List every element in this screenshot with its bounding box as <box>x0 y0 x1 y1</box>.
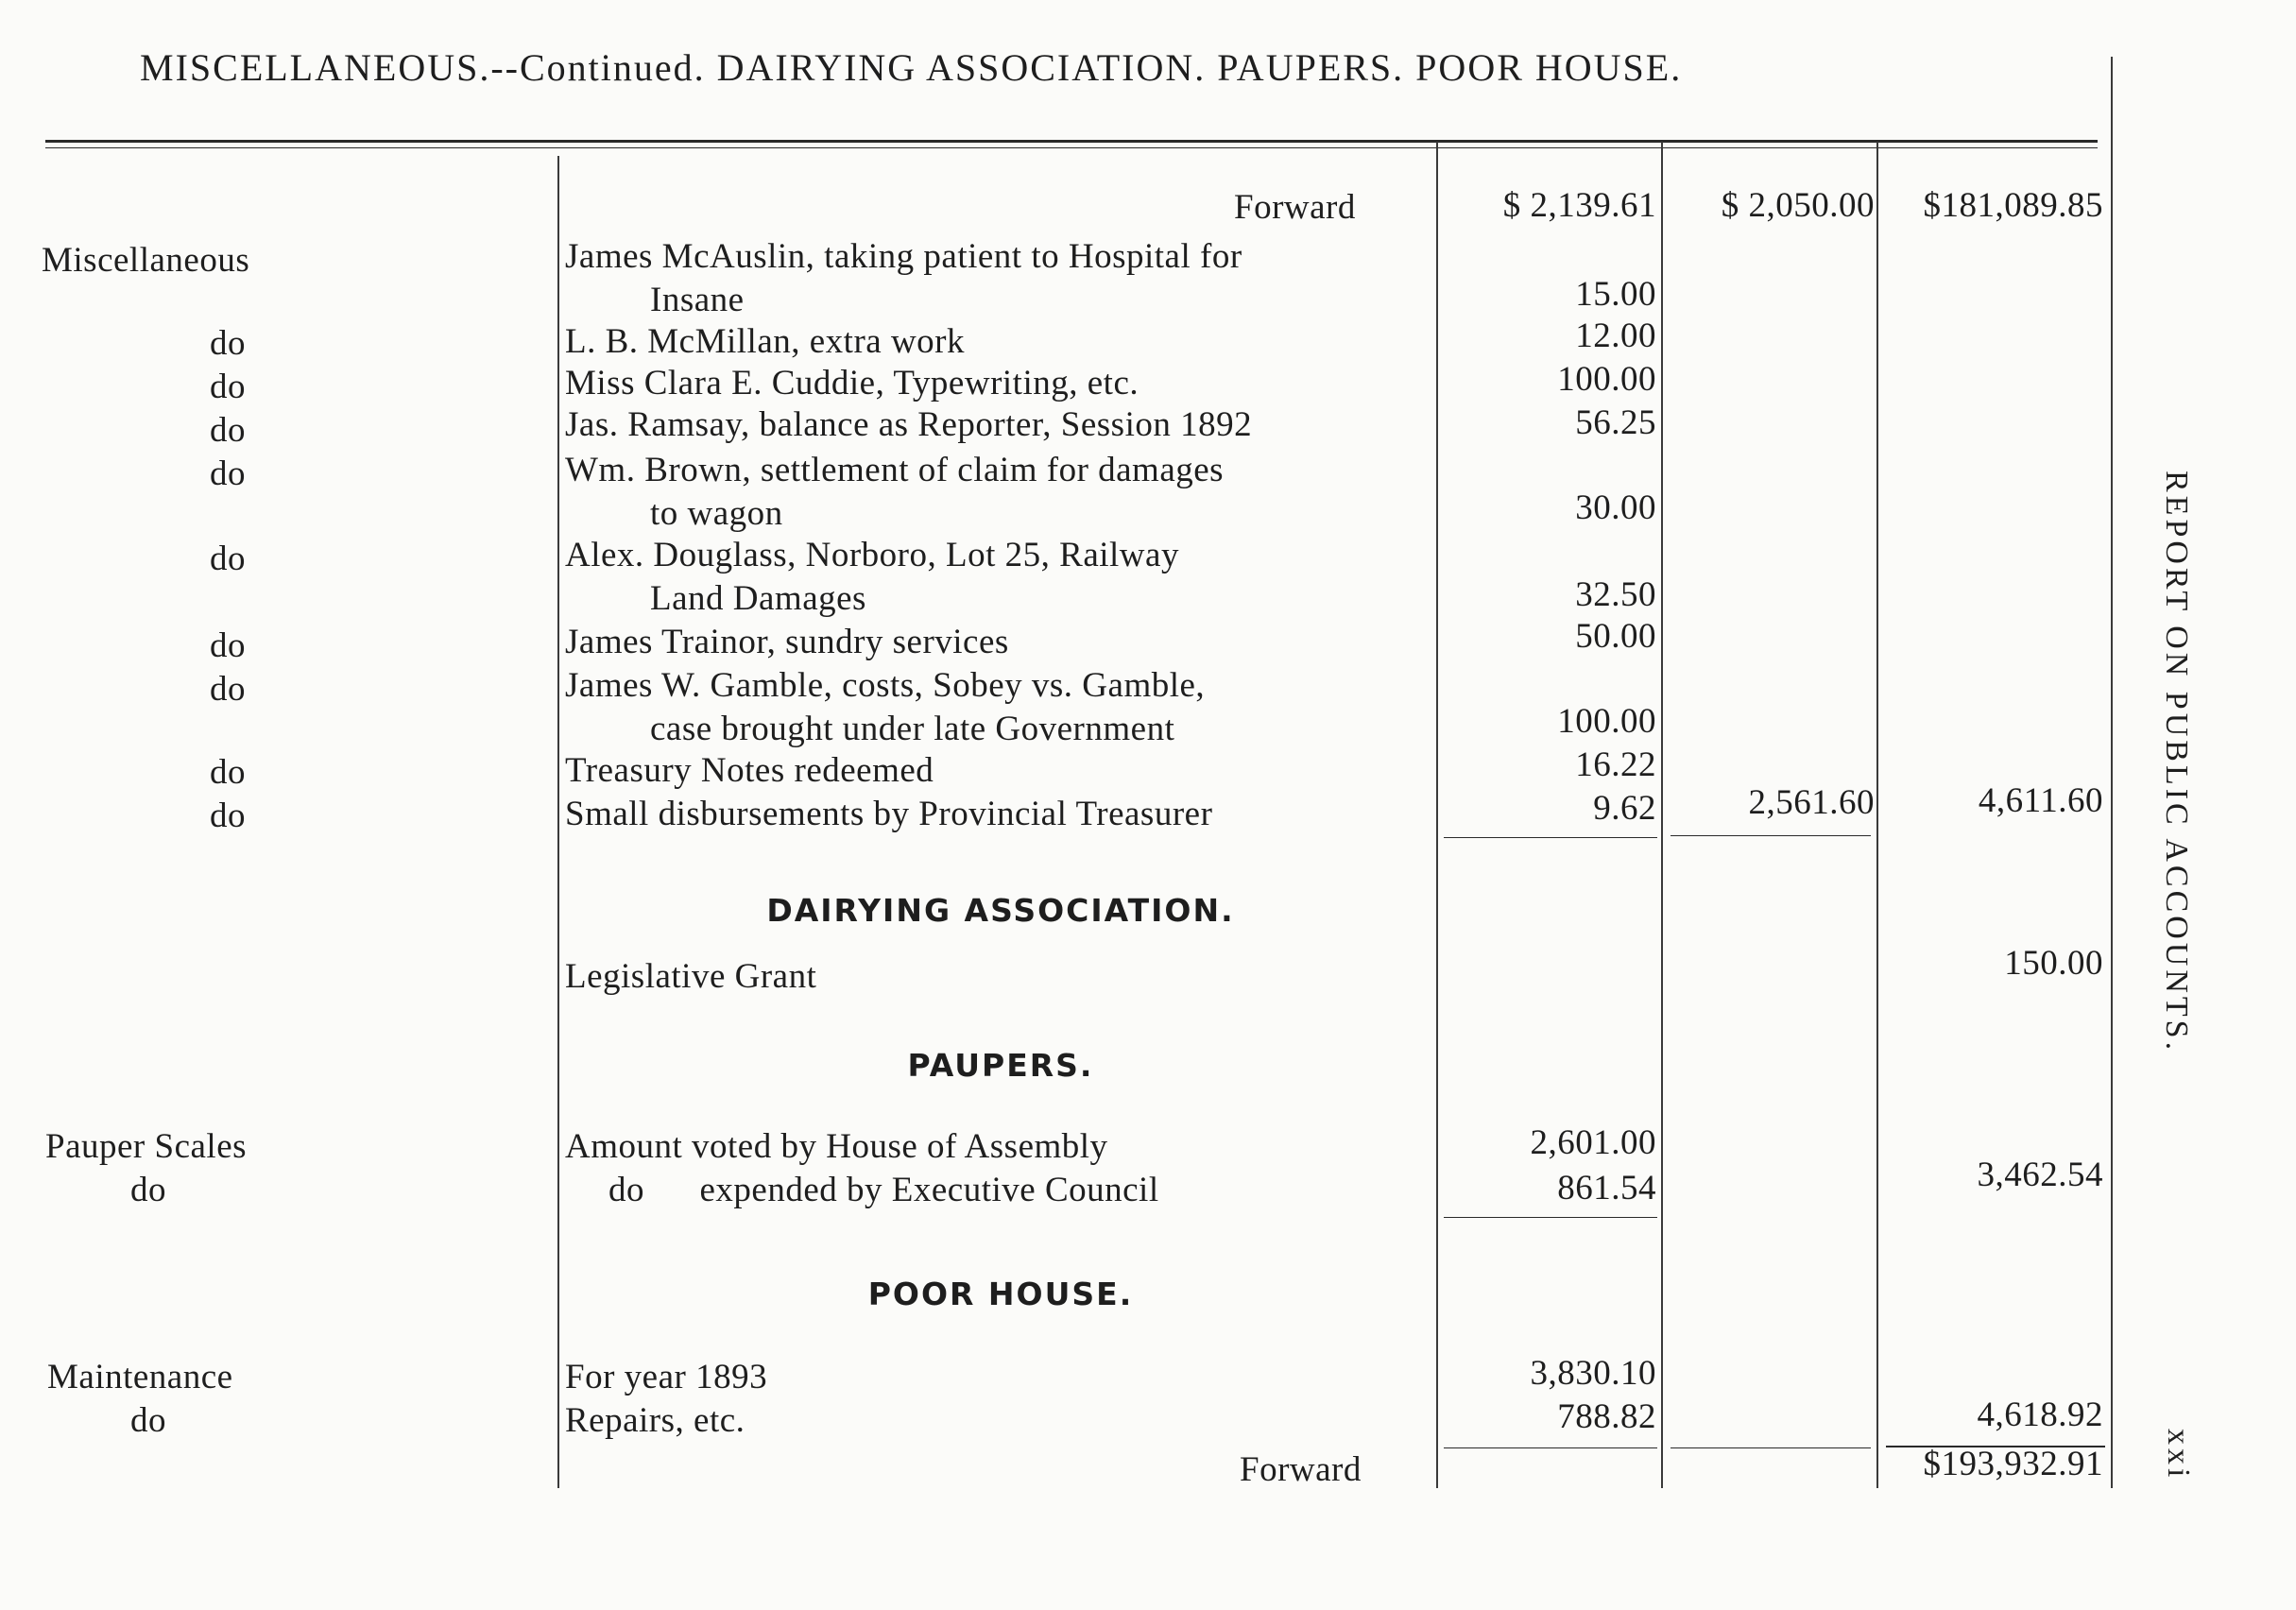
row-description: Amount voted by House of Assembly <box>565 1127 1108 1166</box>
row-category: do <box>210 670 246 709</box>
row-amount: 12.00 <box>1575 317 1656 355</box>
row-amount: 30.00 <box>1575 488 1656 527</box>
forward-end-total: $193,932.91 <box>1923 1445 2103 1483</box>
row-description: Treasury Notes redeemed <box>565 751 934 790</box>
subtotal-rule <box>1671 835 1871 836</box>
section-heading-paupers: PAUPERS. <box>907 1047 1094 1084</box>
row-category: do <box>210 796 246 835</box>
page-number: xxi <box>2161 1429 2196 1482</box>
row-amount: 9.62 <box>1593 789 1656 828</box>
row-total: 4,611.60 <box>1978 781 2103 820</box>
row-category: do <box>210 324 246 363</box>
row-description: Legislative Grant <box>565 957 817 996</box>
row-category: Pauper Scales <box>45 1127 248 1166</box>
running-head-side: REPORT ON PUBLIC ACCOUNTS. <box>2159 471 2194 1054</box>
forward-label: Forward <box>1234 188 1356 227</box>
column-divider-col1 <box>1436 142 1438 1488</box>
section-heading-dairying: DAIRYING ASSOCIATION. <box>766 892 1235 929</box>
column-divider-col2 <box>1661 142 1663 1488</box>
row-category: do <box>130 1401 166 1440</box>
row-category: Maintenance <box>47 1358 233 1396</box>
section-heading-poorhouse: POOR HOUSE. <box>867 1276 1134 1312</box>
row-amount: 32.50 <box>1575 575 1656 614</box>
row-description: James Trainor, sundry services <box>565 623 1009 661</box>
row-description: Alex. Douglass, Norboro, Lot 25, Railway <box>565 536 1179 574</box>
row-category: do <box>210 411 246 450</box>
forward-end-label: Forward <box>1240 1450 1362 1489</box>
column-divider-col3 <box>1876 142 1878 1488</box>
row-description-cont: to wagon <box>650 494 783 533</box>
row-amount: 100.00 <box>1557 360 1656 399</box>
row-description: Repairs, etc. <box>565 1401 745 1440</box>
row-description: L. B. McMillan, extra work <box>565 322 965 361</box>
row-amount: 3,830.10 <box>1530 1354 1656 1393</box>
row-amount: 16.22 <box>1575 745 1656 784</box>
page-header: MISCELLANEOUS.--Continued. DAIRYING ASSOCIATION. PAUPERS. POOR HOUSE. <box>140 46 1683 89</box>
page-margin-line <box>2111 57 2113 1488</box>
row-description: Jas. Ramsay, balance as Reporter, Session 1892 <box>565 405 1253 444</box>
row-amount: 50.00 <box>1575 617 1656 656</box>
header-rule-top <box>45 140 2098 143</box>
forward-col1: $ 2,139.61 <box>1502 186 1656 225</box>
row-category: do <box>210 540 246 578</box>
row-amount: 15.00 <box>1575 275 1656 314</box>
subtotal-rule <box>1444 837 1657 838</box>
total-rule <box>1671 1447 1871 1448</box>
row-category: do <box>130 1171 166 1209</box>
row-description-cont: Land Damages <box>650 579 866 618</box>
row-subtotal: 2,561.60 <box>1748 783 1875 822</box>
subtotal-rule <box>1444 1217 1657 1218</box>
row-description: Miss Clara E. Cuddie, Typewriting, etc. <box>565 364 1139 402</box>
row-amount: 788.82 <box>1557 1397 1656 1436</box>
forward-col3: $181,089.85 <box>1923 186 2103 225</box>
forward-col2: $ 2,050.00 <box>1721 186 1875 225</box>
row-description: Wm. Brown, settlement of claim for damages <box>565 451 1225 489</box>
row-total: 4,618.92 <box>1977 1396 2103 1434</box>
row-description-cont: Insane <box>650 281 745 319</box>
row-amount: 100.00 <box>1557 702 1656 741</box>
row-description: Small disbursements by Provincial Treasurer <box>565 795 1213 833</box>
row-total: 3,462.54 <box>1977 1156 2103 1194</box>
row-total: 150.00 <box>2004 944 2103 983</box>
row-description: James W. Gamble, costs, Sobey vs. Gamble, <box>565 666 1206 705</box>
row-amount: 2,601.00 <box>1530 1123 1656 1162</box>
row-description-cont: case brought under late Government <box>650 710 1175 748</box>
row-description: do expended by Executive Council <box>608 1171 1159 1209</box>
row-category: do <box>210 454 246 493</box>
row-amount: 56.25 <box>1575 403 1656 442</box>
total-rule <box>1444 1447 1657 1448</box>
row-category: Miscellaneous <box>42 241 250 280</box>
row-description: For year 1893 <box>565 1358 768 1396</box>
row-category: do <box>210 626 246 665</box>
row-amount: 861.54 <box>1557 1169 1656 1208</box>
header-rule-bottom <box>45 147 2098 148</box>
row-category: do <box>210 753 246 792</box>
column-divider-description <box>557 156 559 1488</box>
row-category: do <box>210 368 246 406</box>
row-description: James McAuslin, taking patient to Hospital for <box>565 237 1242 276</box>
